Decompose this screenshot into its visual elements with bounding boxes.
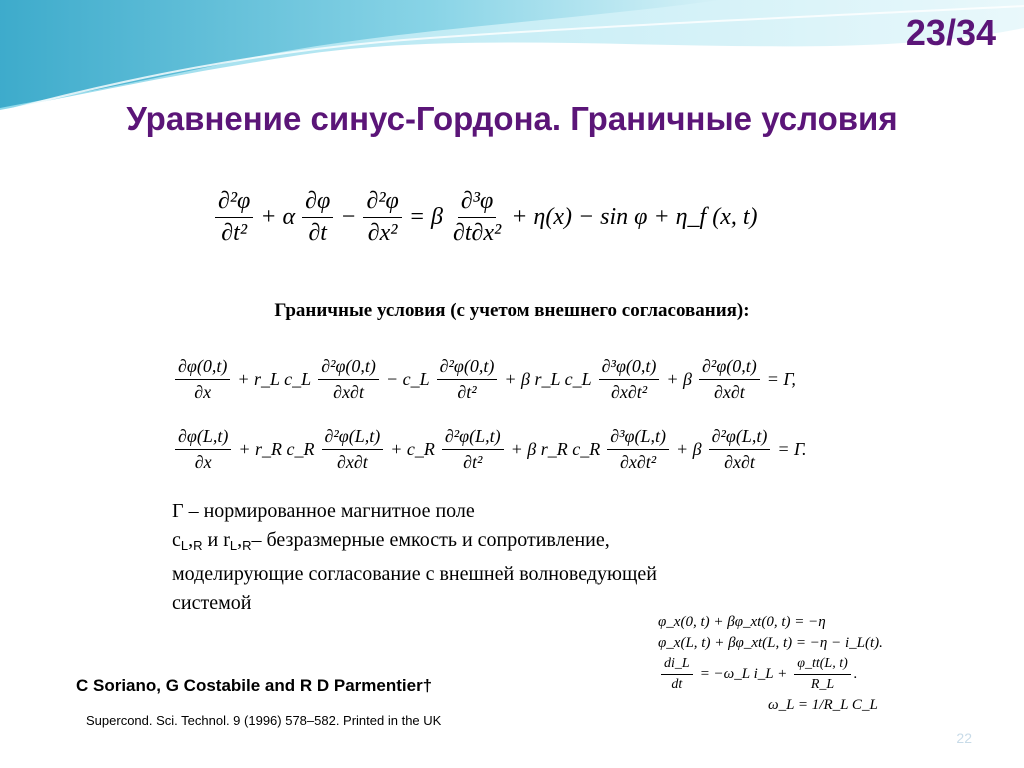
notes-text — [172, 497, 657, 618]
slide-title: Уравнение синус-Гордона. Граничные условия — [126, 100, 898, 137]
ref-eq-4: ω_L = 1/R_L C_L — [768, 697, 878, 713]
note-line3: моделирующие согласование с внешней волноведующей — [172, 563, 657, 585]
fraction: $\frac{\partial\varphi}{\partial t}$ — [302, 188, 333, 247]
fraction: $\frac{\text{∂²φ}}{\text{∂x²}}$ — [363, 188, 401, 247]
citation-authors: C Soriano, G Costabile and R D Parmentier† — [76, 676, 433, 695]
boundary-conditions-heading: Граничные условия (с учетом внешнего согласования): — [274, 300, 750, 321]
boundary-condition-left: $\frac{\partial\varphi(0,t)}{\partial x}$ + r_L c_L $\frac{\text{∂²φ(0,t)}}{\partial x\partial t}$ − c_L $\frac{\text{∂²φ(0,t)}}{\text{∂t²}}$ + β r_L c_L $\frac{\text{∂³φ(0,t)}}{\text{∂x∂t²}}$ + β $\frac{\text{∂²φ(0,t)}}{\partial x\partial t}$ = Γ, — [172, 356, 800, 403]
page-number: 22 — [956, 730, 972, 746]
ref-eq-2: φ_x(L, t) + βφ_xt(L, t) = −η − i_L(t). — [658, 635, 883, 651]
note-gamma: Γ – нормированное магнитное поле — [172, 500, 475, 522]
ref-eq-3: $\frac{di\_L}{dt}$ = −ω_L i_L + $\frac{\varphi\_tt(L, t)}{R\_L}$ . — [658, 656, 883, 693]
ref-eq-1: φ_x(0, t) + βφ_xt(0, t) = −η — [658, 614, 826, 630]
fraction: $\frac{\text{∂³φ}}{\text{∂t∂x²}}$ — [452, 188, 502, 246]
citation-journal: Supercond. Sci. Technol. 9 (1996) 578–582. Printed in the UK — [86, 713, 442, 728]
slide-counter: 23/34 — [905, 12, 996, 53]
note-line4: системой — [172, 592, 252, 614]
reference-equations — [658, 614, 883, 718]
note-c-r: $c_L,_R$ и $r_L,_R-$ безразмерные емкость и сопротивление, — [172, 529, 610, 553]
sine-gordon-equation: $\frac{\text{∂²φ}}{\text{∂t²}}$ + α $\frac{\partial\varphi}{\partial t}$ − $\frac{\text{∂²φ}}{\text{∂x²}}$ = β $\frac{\text{∂³φ}}{\text{∂t∂x²}}$ + η(x) − sin φ + η_f (x, t) — [212, 188, 762, 247]
fraction: $\frac{\text{∂²φ}}{\text{∂t²}}$ — [215, 188, 253, 247]
boundary-condition-right: $\frac{\partial\varphi(L,t)}{\partial x}$ + r_R c_R $\frac{\text{∂²φ(L,t)}}{\partial x\partial t}$ + c_R $\frac{\text{∂²φ(L,t)}}{\text{∂t²}}$ + β r_R c_R $\frac{\text{∂³φ(L,t)}}{\text{∂x∂t²}}$ + β $\frac{\text{∂²φ(L,t)}}{\partial x\partial t}$ = Γ. — [172, 426, 810, 473]
